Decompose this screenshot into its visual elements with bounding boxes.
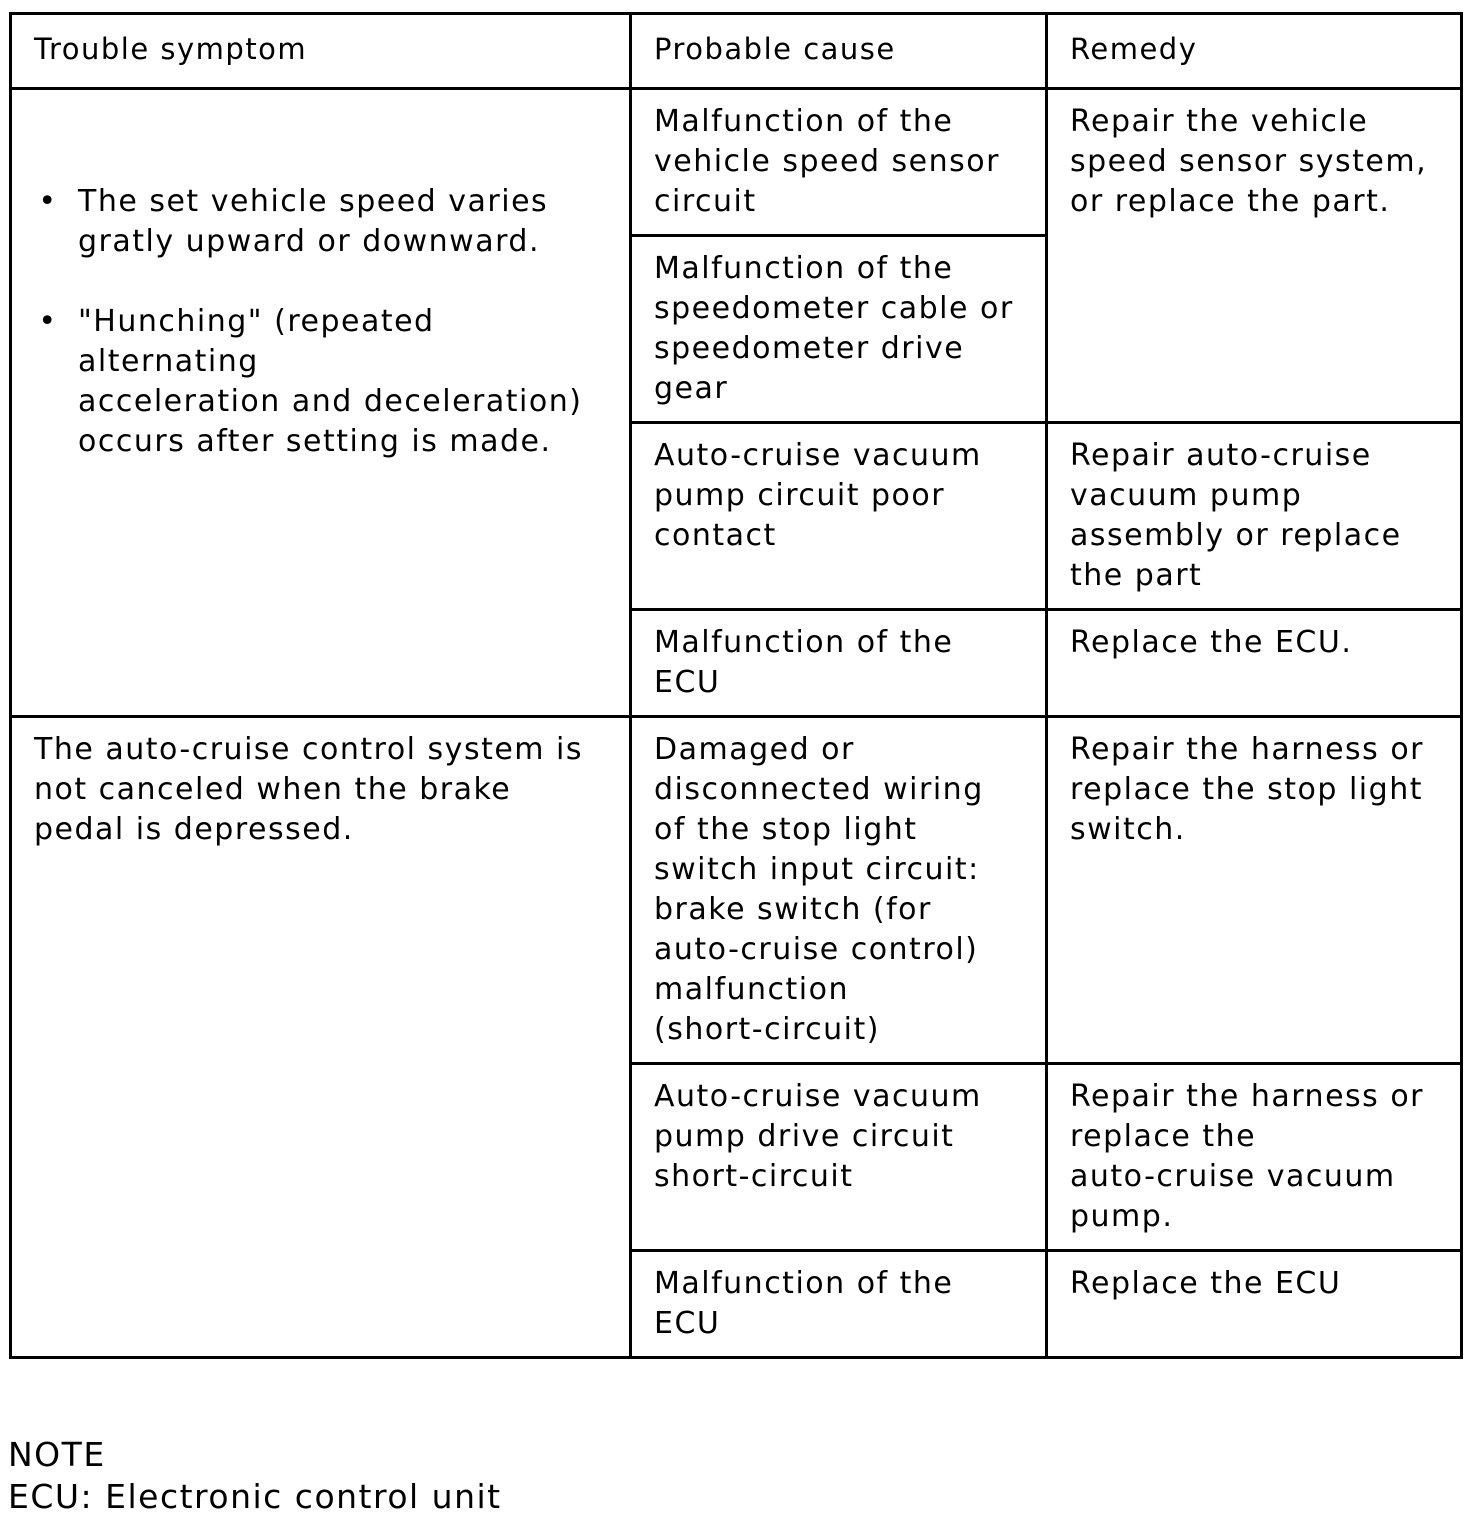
remedy-cell: Replace the ECU bbox=[1047, 1251, 1462, 1358]
troubleshooting-table bbox=[9, 12, 1463, 1359]
note-text: ECU: Electronic control unit bbox=[8, 1477, 502, 1516]
header-trouble-symptom: Trouble symptom bbox=[11, 14, 631, 89]
cause-cell: Damaged or disconnected wiring of the stop light switch input circuit: brake switch (for auto-cruise control) malfunction (short-circuit) bbox=[631, 717, 1047, 1064]
table-row bbox=[11, 717, 1462, 1064]
bullet-icon: • bbox=[38, 304, 58, 339]
note-block bbox=[8, 1434, 502, 1518]
remedy-cell: Repair auto-cruise vacuum pump assembly or replace the part bbox=[1047, 423, 1462, 610]
cause-cell: Malfunction of the ECU bbox=[631, 1251, 1047, 1358]
remedy-cell: Repair the harness or replace the auto-cruise vacuum pump. bbox=[1047, 1064, 1462, 1251]
remedy-cell: Replace the ECU. bbox=[1047, 610, 1462, 717]
cause-cell: Auto-cruise vacuum pump circuit poor contact bbox=[631, 423, 1047, 610]
cause-cell: Malfunction of the vehicle speed sensor circuit bbox=[631, 89, 1047, 236]
header-probable-cause: Probable cause bbox=[631, 14, 1047, 89]
cause-cell: Auto-cruise vacuum pump drive circuit short-circuit bbox=[631, 1064, 1047, 1251]
symptom-cell-speed-varies bbox=[11, 89, 631, 717]
bullet-icon: • bbox=[38, 184, 58, 219]
symptom-text: The set vehicle speed varies gratly upward or downward. bbox=[78, 184, 549, 259]
list-item bbox=[38, 182, 615, 262]
cause-cell: Malfunction of the ECU bbox=[631, 610, 1047, 717]
symptom-bullet-list bbox=[34, 142, 615, 502]
remedy-cell: Repair the vehicle speed sensor system, or replace the part. bbox=[1047, 89, 1462, 423]
list-item bbox=[38, 302, 615, 462]
symptom-text: "Hunching" (repeated alternating acceleration and deceleration) occurs after setting is made. bbox=[78, 304, 583, 459]
header-remedy: Remedy bbox=[1047, 14, 1462, 89]
table-header-row bbox=[11, 14, 1462, 89]
table-row bbox=[11, 89, 1462, 236]
symptom-cell-brake-not-canceled: The auto-cruise control system is not canceled when the brake pedal is depressed. bbox=[11, 717, 631, 1358]
note-title: NOTE bbox=[8, 1435, 106, 1474]
cause-cell: Malfunction of the speedometer cable or speedometer drive gear bbox=[631, 236, 1047, 423]
remedy-cell: Repair the harness or replace the stop light switch. bbox=[1047, 717, 1462, 1064]
